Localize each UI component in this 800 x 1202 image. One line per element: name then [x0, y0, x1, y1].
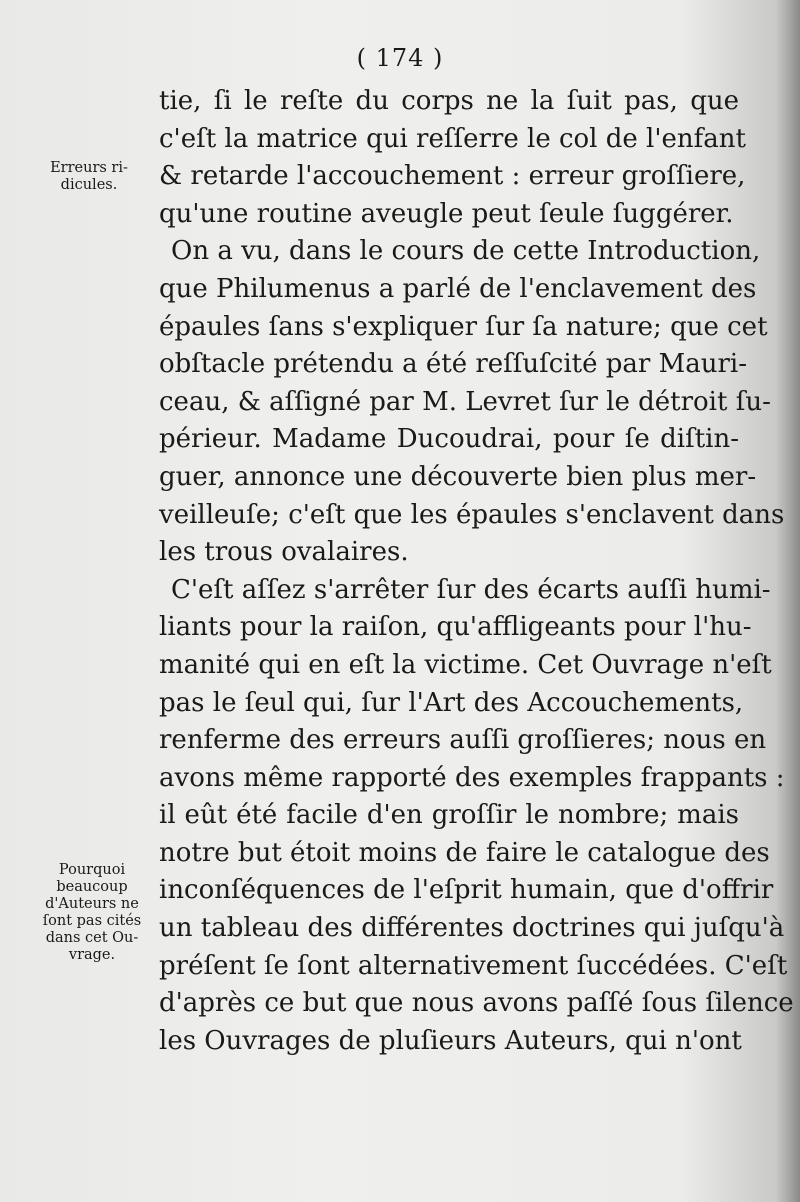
margin-note-line: vrage. [68, 947, 116, 963]
text-line: notre but étoit moins de faire le catalogue des [159, 837, 770, 868]
text-line: tie, ſi le reſte du corps ne la ſuit pas, que [159, 86, 739, 116]
margin-note-line: ſont pas cités [42, 913, 142, 929]
text-line: les trous ovalaires. [159, 537, 409, 568]
text-line: guer, annonce une découverte bien plus mer- [159, 461, 757, 492]
text-line: épaules ſans s'expliquer ſur ſa nature; que cet [159, 311, 768, 342]
text-line: obſtacle prétendu a été reſſuſcité par Mauri- [159, 349, 747, 380]
text-line: manité qui en eſt la victime. Cet Ouvrage n'eſt [159, 649, 772, 680]
body-text [159, 83, 794, 1060]
margin-note-line: d'Auteurs ne [45, 896, 139, 912]
text-line: ceau, & aſſigné par M. Levret ſur le détroit ſu- [159, 386, 771, 417]
text-line: C'eſt aſſez s'arrêter ſur des écarts auſſi humi- [171, 574, 771, 605]
text-line: d'après ce but que nous avons paſſé ſous ſilence [159, 988, 794, 1019]
text-line: On a vu, dans le cours de cette Introduction, [171, 236, 761, 267]
margin-note-pourquoi [30, 862, 154, 964]
text-line: les Ouvrages de pluſieurs Auteurs, qui n'ont [159, 1025, 742, 1056]
text-line: un tableau des différentes doctrines qui juſqu'à [159, 913, 785, 944]
margin-note-line: Pourquoi [58, 862, 126, 878]
text-line: & retarde l'accouchement : erreur groſſiere, [159, 161, 746, 192]
text-line: renferme des erreurs auſſi groſſieres; nous en [159, 725, 767, 756]
text-line: il eût été facile d'en groſſir le nombre; mais [159, 800, 739, 831]
margin-note-line: beaucoup [56, 879, 128, 895]
text-line: périeur. Madame Ducoudrai, pour ſe diſtin- [159, 424, 739, 455]
text-line: inconſéquences de l'eſprit humain, que d'offrir [159, 875, 774, 906]
text-line: liants pour la raiſon, qu'affligeants pour l'hu- [159, 612, 752, 643]
text-line: que Philumenus a parlé de l'enclavement des [159, 273, 757, 304]
text-line: veilleuſe; c'eſt que les épaules s'enclavent dans [159, 499, 785, 530]
text-line: qu'une routine aveugle peut ſeule ſuggérer. [159, 198, 734, 229]
margin-note-line: Erreurs ri- [50, 160, 128, 176]
text-line: préſent ſe ſont alternativement ſuccédées. C'eſt [159, 950, 788, 981]
margin-note-erreurs [30, 160, 148, 194]
text-line: pas le ſeul qui, ſur l'Art des Accouchements, [159, 687, 744, 718]
text-line: avons même rapporté des exemples frappants : [159, 762, 785, 793]
page-number: ( 174 ) [356, 44, 444, 72]
margin-note-line: dicules. [60, 177, 118, 193]
margin-note-line: dans cet Ou- [45, 930, 139, 946]
text-line: c'eſt la matrice qui reſſerre le col de l'enfant [159, 123, 746, 154]
